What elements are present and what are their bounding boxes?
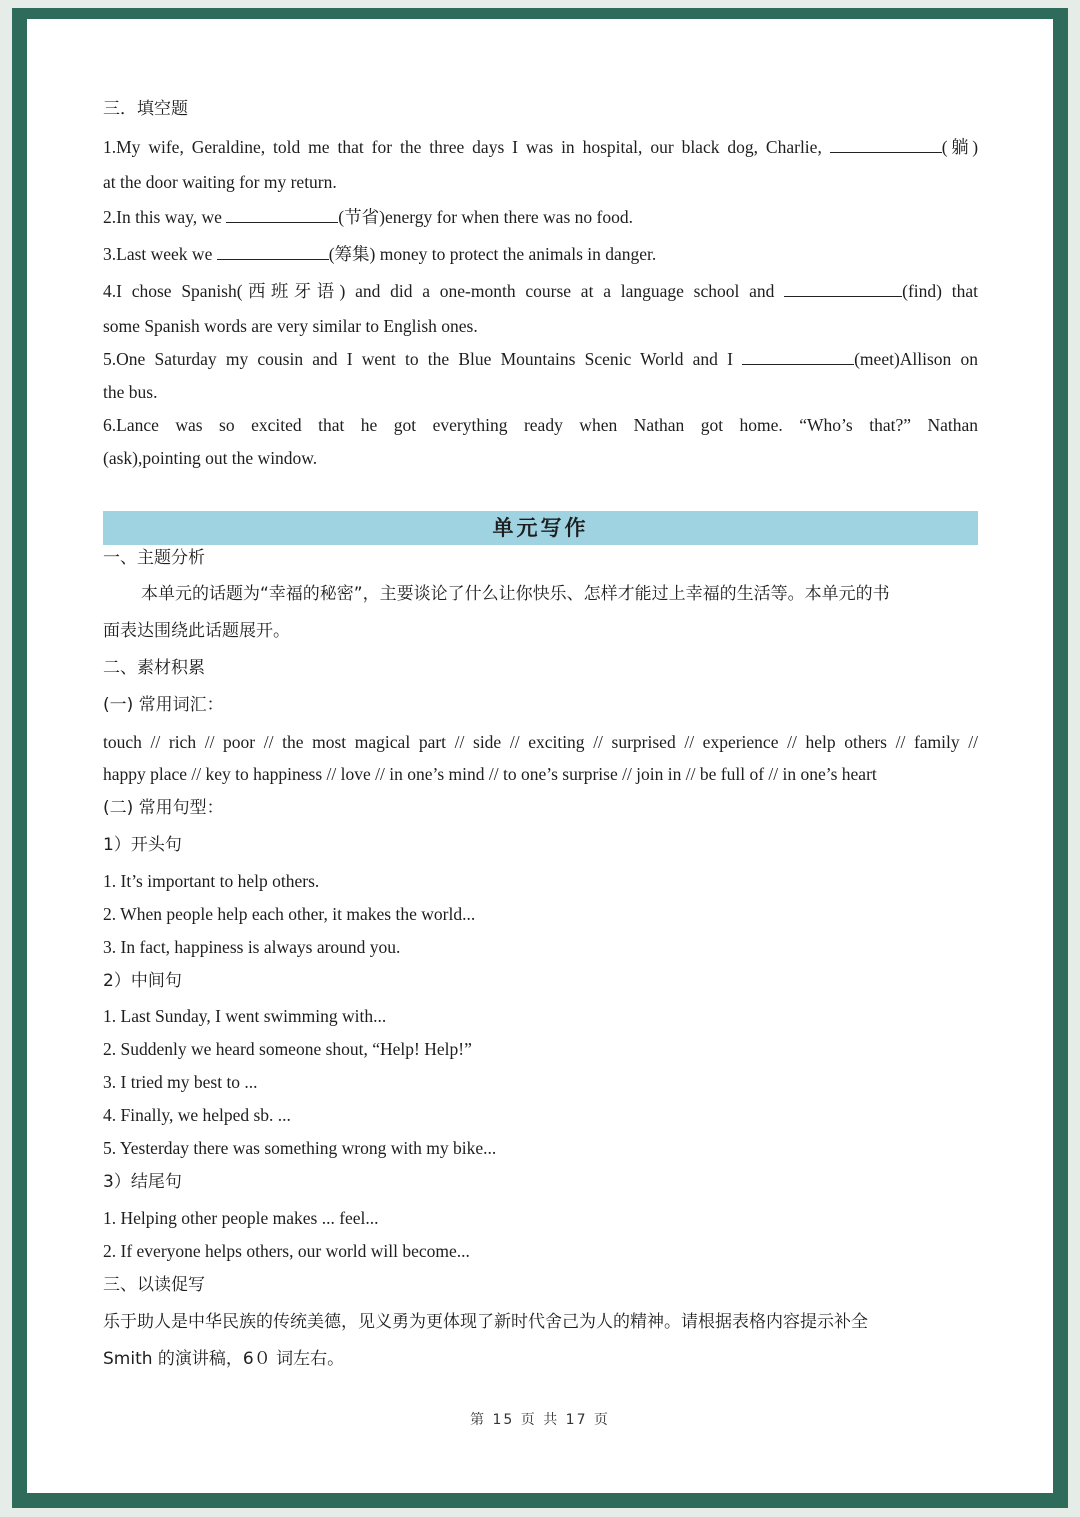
- question-1-line-1: [103, 135, 978, 159]
- answer-blank-5: [742, 348, 854, 365]
- theme-analysis-para-2: 面表达围绕此话题展开。: [103, 621, 290, 641]
- question-1-text: 1.My wife, Geraldine, told me that for the three days I was in hospital, our black dog, Charlie,: [103, 137, 822, 157]
- question-1-line-2: at the door waiting for my return.: [103, 172, 337, 192]
- read-to-write-para-2: Smith 的演讲稿，6０ 词左右。: [103, 1349, 345, 1369]
- section-banner-writing: 单元写作: [103, 511, 978, 545]
- answer-blank-4: [784, 280, 902, 297]
- opening-sentence: 2. When people help each other, it makes the world...: [103, 904, 476, 924]
- answer-blank-3: [217, 243, 329, 260]
- vocab-line-2: happy place // key to happiness // love // in one’s mind // to one’s surprise // join in // be full of // in one’s heart: [103, 764, 877, 784]
- middle-sentence: 4. Finally, we helped sb. ...: [103, 1105, 291, 1125]
- question-2: [103, 205, 978, 229]
- question-6-line-2: (ask),pointing out the window.: [103, 448, 318, 468]
- question-5-line-2: the bus.: [103, 382, 158, 402]
- question-2-text: 2.In this way, we: [103, 207, 222, 227]
- question-3-hint: (筹集) money to protect the animals in danger.: [328, 244, 657, 264]
- question-4-text: 4.I chose Spanish(西班牙语) and did a one-month course at a language school and: [103, 281, 775, 301]
- question-3: [103, 242, 978, 266]
- middle-sentence: 5. Yesterday there was something wrong with my bike...: [103, 1138, 497, 1158]
- opening-sentence: 1. It’s important to help others.: [103, 871, 320, 891]
- question-2-hint: (节省)energy for when there was no food.: [338, 207, 633, 227]
- answer-blank-1: [830, 136, 942, 153]
- question-3-text: 3.Last week we: [103, 244, 213, 264]
- middle-sentence: 3. I tried my best to ...: [103, 1072, 258, 1092]
- read-to-write-para-1: 乐于助人是中华民族的传统美德，见义勇为更体现了新时代舍己为人的精神。请根据表格内容提示补全: [103, 1312, 868, 1332]
- question-4-line-1: [103, 279, 978, 303]
- question-6-line-1: 6.Lance was so excited that he got everything ready when Nathan got home. “Who’s that?” Nathan: [103, 415, 978, 435]
- middle-title: 2）中间句: [103, 971, 182, 991]
- ending-sentence: 2. If everyone helps others, our world will become...: [103, 1241, 470, 1261]
- ending-title: 3）结尾句: [103, 1172, 182, 1192]
- question-5-line-1: [103, 347, 978, 371]
- opening-title: 1）开头句: [103, 835, 182, 855]
- fill-blank-heading: 三．填空题: [103, 99, 188, 119]
- middle-sentence: 2. Suddenly we heard someone shout, “Help! Help!”: [103, 1039, 472, 1059]
- middle-sentence: 1. Last Sunday, I went swimming with...: [103, 1006, 387, 1026]
- opening-sentence: 3. In fact, happiness is always around you.: [103, 937, 401, 957]
- vocab-title: (一) 常用词汇：: [103, 695, 224, 715]
- answer-blank-2: [226, 206, 338, 223]
- page-number: 第 15 页 共 17 页: [470, 1412, 610, 1428]
- theme-analysis-title: 一、主题分析: [103, 548, 205, 568]
- sentence-pattern-title: (二) 常用句型：: [103, 798, 224, 818]
- material-title: 二、素材积累: [103, 658, 205, 678]
- question-5-text: 5.One Saturday my cousin and I went to the Blue Mountains Scenic World and I: [103, 349, 733, 369]
- question-4-line-2: some Spanish words are very similar to English ones.: [103, 316, 478, 336]
- read-to-write-title: 三、以读促写: [103, 1275, 205, 1295]
- question-4-hint: (find) that: [902, 281, 979, 301]
- theme-analysis-para-1: 本单元的话题为“幸福的秘密”，主要谈论了什么让你快乐、怎样才能过上幸福的生活等。本单元的书: [141, 584, 890, 604]
- question-5-hint: (meet)Allison on: [854, 349, 978, 369]
- vocab-line-1: touch // rich // poor // the most magical part // side // exciting // surprised // experience // help others // family //: [103, 732, 978, 752]
- ending-sentence: 1. Helping other people makes ... feel...: [103, 1208, 379, 1228]
- page-paper: [27, 19, 1053, 1493]
- question-1-hint: (躺): [941, 137, 979, 157]
